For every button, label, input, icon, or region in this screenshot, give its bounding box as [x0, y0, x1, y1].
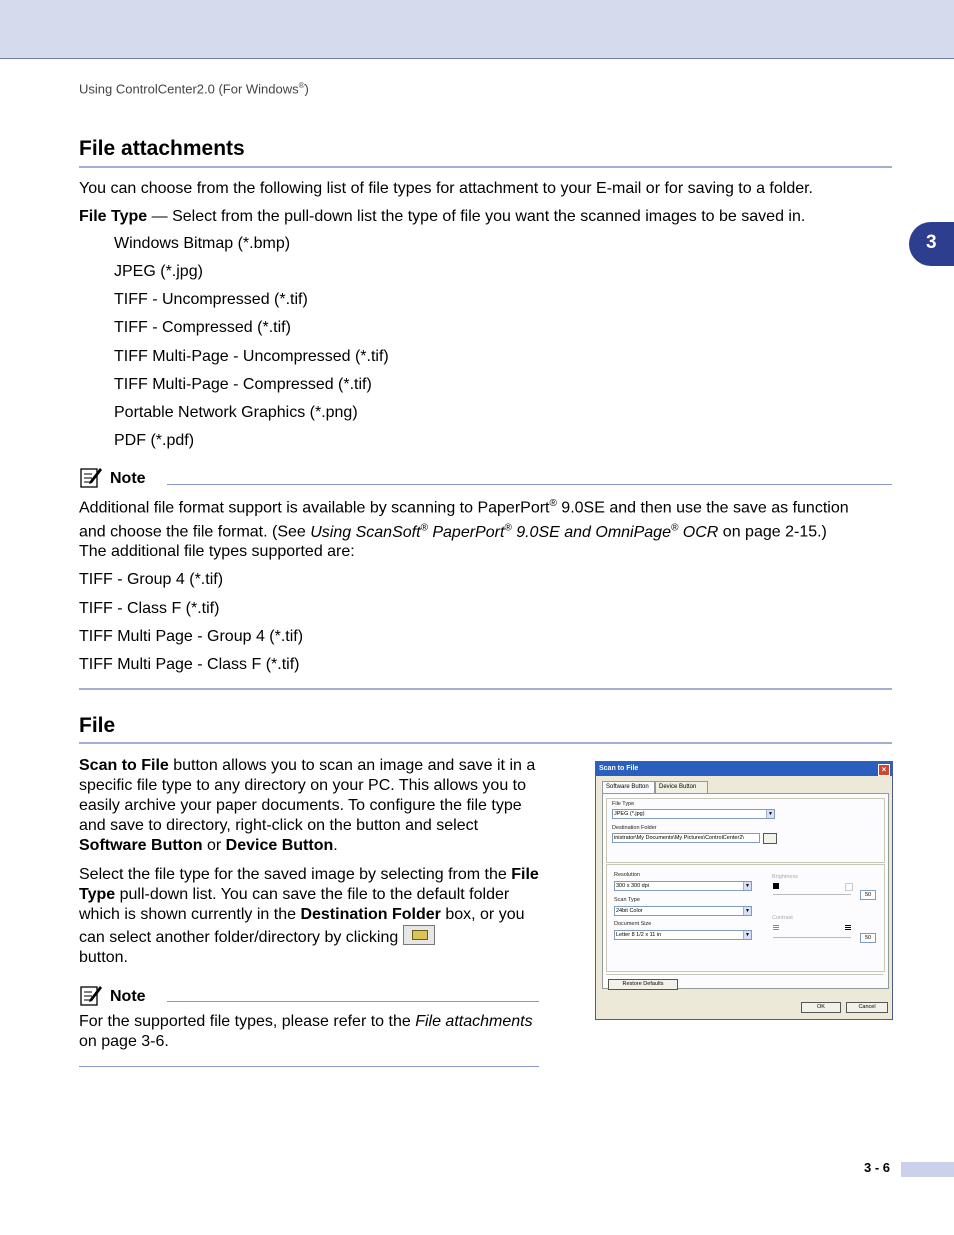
- file-type-item: TIFF - Uncompressed (*.tif): [114, 291, 308, 308]
- section-title-file: File: [79, 714, 116, 737]
- file-type-paragraph: File Type — Select from the pull-down list the type of file you want the scanned images to be saved in.: [79, 208, 806, 225]
- dialog-title-bar: Scan to File ×: [596, 762, 892, 776]
- scan-to-file-paragraph: Scan to File button allows you to scan an image and save it in a specific file type to any directory on your PC. This allows you to easily archive your paper documents. To configure the file type and save to directory, right-click on the button and select Software Button or Device Button.: [79, 757, 536, 854]
- chevron-down-icon: ▼: [766, 810, 774, 818]
- scan-type-label: Scan Type: [614, 897, 640, 903]
- resolution-select[interactable]: 300 x 300 dpi ▼: [614, 881, 752, 891]
- chevron-down-icon: ▼: [743, 931, 751, 939]
- additional-type: TIFF - Group 4 (*.tif): [79, 571, 224, 588]
- section-rule: [79, 688, 892, 690]
- file-type-item: JPEG (*.jpg): [114, 263, 203, 280]
- additional-type: TIFF - Class F (*.tif): [79, 600, 220, 617]
- additional-type: TIFF Multi Page - Group 4 (*.tif): [79, 628, 304, 645]
- chevron-down-icon: ▼: [743, 907, 751, 915]
- section-title-file-attachments: File attachments: [79, 137, 245, 160]
- note-icon: [80, 466, 102, 488]
- separator: [606, 974, 883, 975]
- scan-to-file-dialog: [595, 761, 893, 1020]
- tab-device-button[interactable]: Device Button: [655, 781, 708, 793]
- tab-software-button[interactable]: Software Button: [602, 781, 655, 793]
- file-type-item: TIFF Multi-Page - Compressed (*.tif): [114, 376, 372, 393]
- contrast-low-icon: [773, 925, 779, 931]
- contrast-label: Contrast: [772, 915, 793, 921]
- intro-paragraph: You can choose from the following list of file types for attachment to your E-mail or for saving to a folder.: [79, 180, 813, 197]
- file-type-item: TIFF Multi-Page - Uncompressed (*.tif): [114, 348, 389, 365]
- top-band: [0, 0, 954, 59]
- folder-browse-icon: [403, 925, 435, 945]
- file-type-item: Portable Network Graphics (*.png): [114, 404, 358, 421]
- section-rule: [79, 742, 892, 744]
- brightness-slider[interactable]: [773, 894, 851, 895]
- note-paragraph: Additional file format support is available by scanning to PaperPort® 9.0SE and then use the save as function and choose the file format. (See Using ScanSoft® PaperPort® 9.0SE and OmniPage® OCR on page 2-15.): [79, 498, 849, 541]
- destination-folder-label: Destination Folder: [612, 825, 657, 831]
- running-header: Using ControlCenter2.0 (For Windows®): [79, 81, 309, 97]
- contrast-value[interactable]: 50: [860, 933, 876, 943]
- footer-bar: [901, 1162, 954, 1177]
- document-size-label: Document Size: [614, 921, 652, 927]
- note-paragraph: For the supported file types, please refer to the File attachments on page 3-6.: [79, 1013, 533, 1050]
- file-type-label: File Type: [612, 801, 635, 807]
- brightness-label: Brightness: [772, 874, 798, 880]
- file-type-item: TIFF - Compressed (*.tif): [114, 319, 291, 336]
- note-end-rule: [79, 1066, 539, 1067]
- brightness-light-icon: [845, 883, 853, 891]
- page-number: 3 - 6: [864, 1160, 891, 1175]
- brightness-dark-icon: [773, 883, 779, 889]
- section-rule: [79, 166, 892, 168]
- chapter-tab: 3: [909, 222, 954, 266]
- brightness-value[interactable]: 50: [860, 890, 876, 900]
- additional-intro: The additional file types supported are:: [79, 543, 355, 560]
- file-type-item: PDF (*.pdf): [114, 432, 195, 449]
- note-icon: [80, 984, 102, 1006]
- file-type-item: Windows Bitmap (*.bmp): [114, 235, 291, 252]
- additional-type: TIFF Multi Page - Class F (*.tif): [79, 656, 300, 673]
- chevron-down-icon: ▼: [743, 882, 751, 890]
- dialog-panel: [602, 793, 889, 989]
- note-heading: Note: [110, 988, 146, 1005]
- document-size-select[interactable]: Letter 8 1/2 x 11 in ▼: [614, 930, 752, 940]
- note-rule: [167, 1001, 539, 1002]
- contrast-high-icon: [845, 925, 851, 931]
- note-rule: [167, 484, 892, 485]
- file-type-select-paragraph: Select the file type for the saved image by selecting from the File Type pull-down list. You can save the file to the default folder which is shown currently in the Destination Folder box, or you can select another folder/directory by clicking button.: [79, 866, 539, 966]
- file-type-select[interactable]: JPEG (*.jpg) ▼: [612, 809, 775, 819]
- cancel-button[interactable]: Cancel: [846, 1002, 888, 1013]
- contrast-slider[interactable]: [773, 937, 851, 938]
- resolution-label: Resolution: [614, 872, 640, 878]
- note-heading: Note: [110, 470, 146, 487]
- close-icon[interactable]: ×: [878, 764, 890, 776]
- folder-browse-button[interactable]: [763, 833, 777, 844]
- scan-type-select[interactable]: 24bit Color ▼: [614, 906, 752, 916]
- destination-folder-field[interactable]: inistrator\My Documents\My Pictures\ControlCenter2\: [612, 833, 760, 843]
- ok-button[interactable]: OK: [801, 1002, 841, 1013]
- restore-defaults-button[interactable]: Restore Defaults: [608, 979, 678, 990]
